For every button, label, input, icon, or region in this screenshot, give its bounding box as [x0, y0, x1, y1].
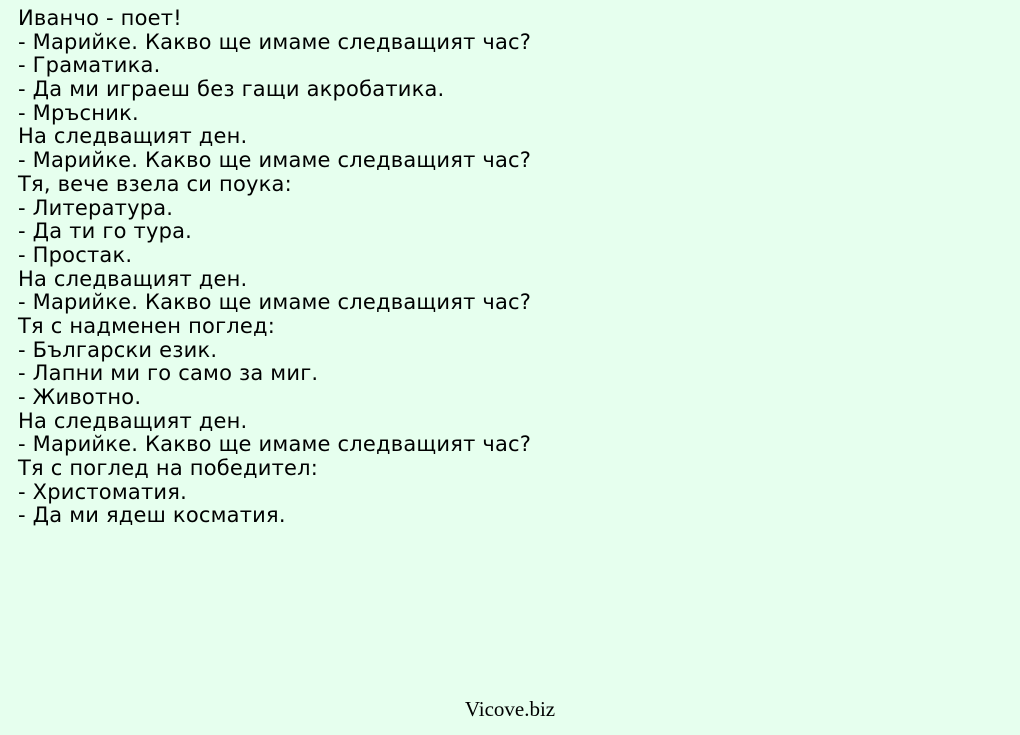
joke-line: Тя с надменен поглед:	[18, 313, 276, 338]
joke-line: - Да ми играеш без гащи акробатика.	[18, 77, 445, 102]
joke-line: - Животно.	[18, 385, 142, 409]
joke-line: - Простак.	[18, 242, 133, 267]
joke-line: Тя с поглед на победител:	[18, 456, 319, 481]
joke-line: - Да ми ядеш косматия.	[18, 503, 286, 528]
joke-line: - Христоматия.	[18, 479, 187, 504]
joke-line: На следващият ден.	[18, 124, 248, 149]
joke-line: На следващият ден.	[18, 408, 248, 433]
joke-line: - Марийке. Какво ще имаме следващият час?	[18, 148, 532, 173]
joke-line: - Лапни ми го само за миг.	[18, 361, 319, 386]
joke-line: - Мръсник.	[18, 100, 139, 125]
joke-line: - Граматика.	[18, 53, 161, 78]
joke-line: Иванчо - поет!	[18, 6, 182, 30]
joke-text	[18, 7, 1010, 528]
joke-line: - Литература.	[18, 195, 174, 220]
joke-line: - Марийке. Какво ще имаме следващият час?	[18, 290, 532, 315]
joke-line: На следващият ден.	[18, 266, 248, 291]
joke-line: - Да ти го тура.	[18, 219, 193, 244]
joke-line: - Марийке. Какво ще имаме следващият час?	[18, 29, 532, 54]
site-credit: Vicove.biz	[464, 697, 556, 721]
joke-line: Тя, вече взела си поука:	[18, 171, 292, 196]
joke-line: - Български език.	[18, 337, 218, 362]
joke-line: - Марийке. Какво ще имаме следващият час?	[18, 432, 532, 457]
